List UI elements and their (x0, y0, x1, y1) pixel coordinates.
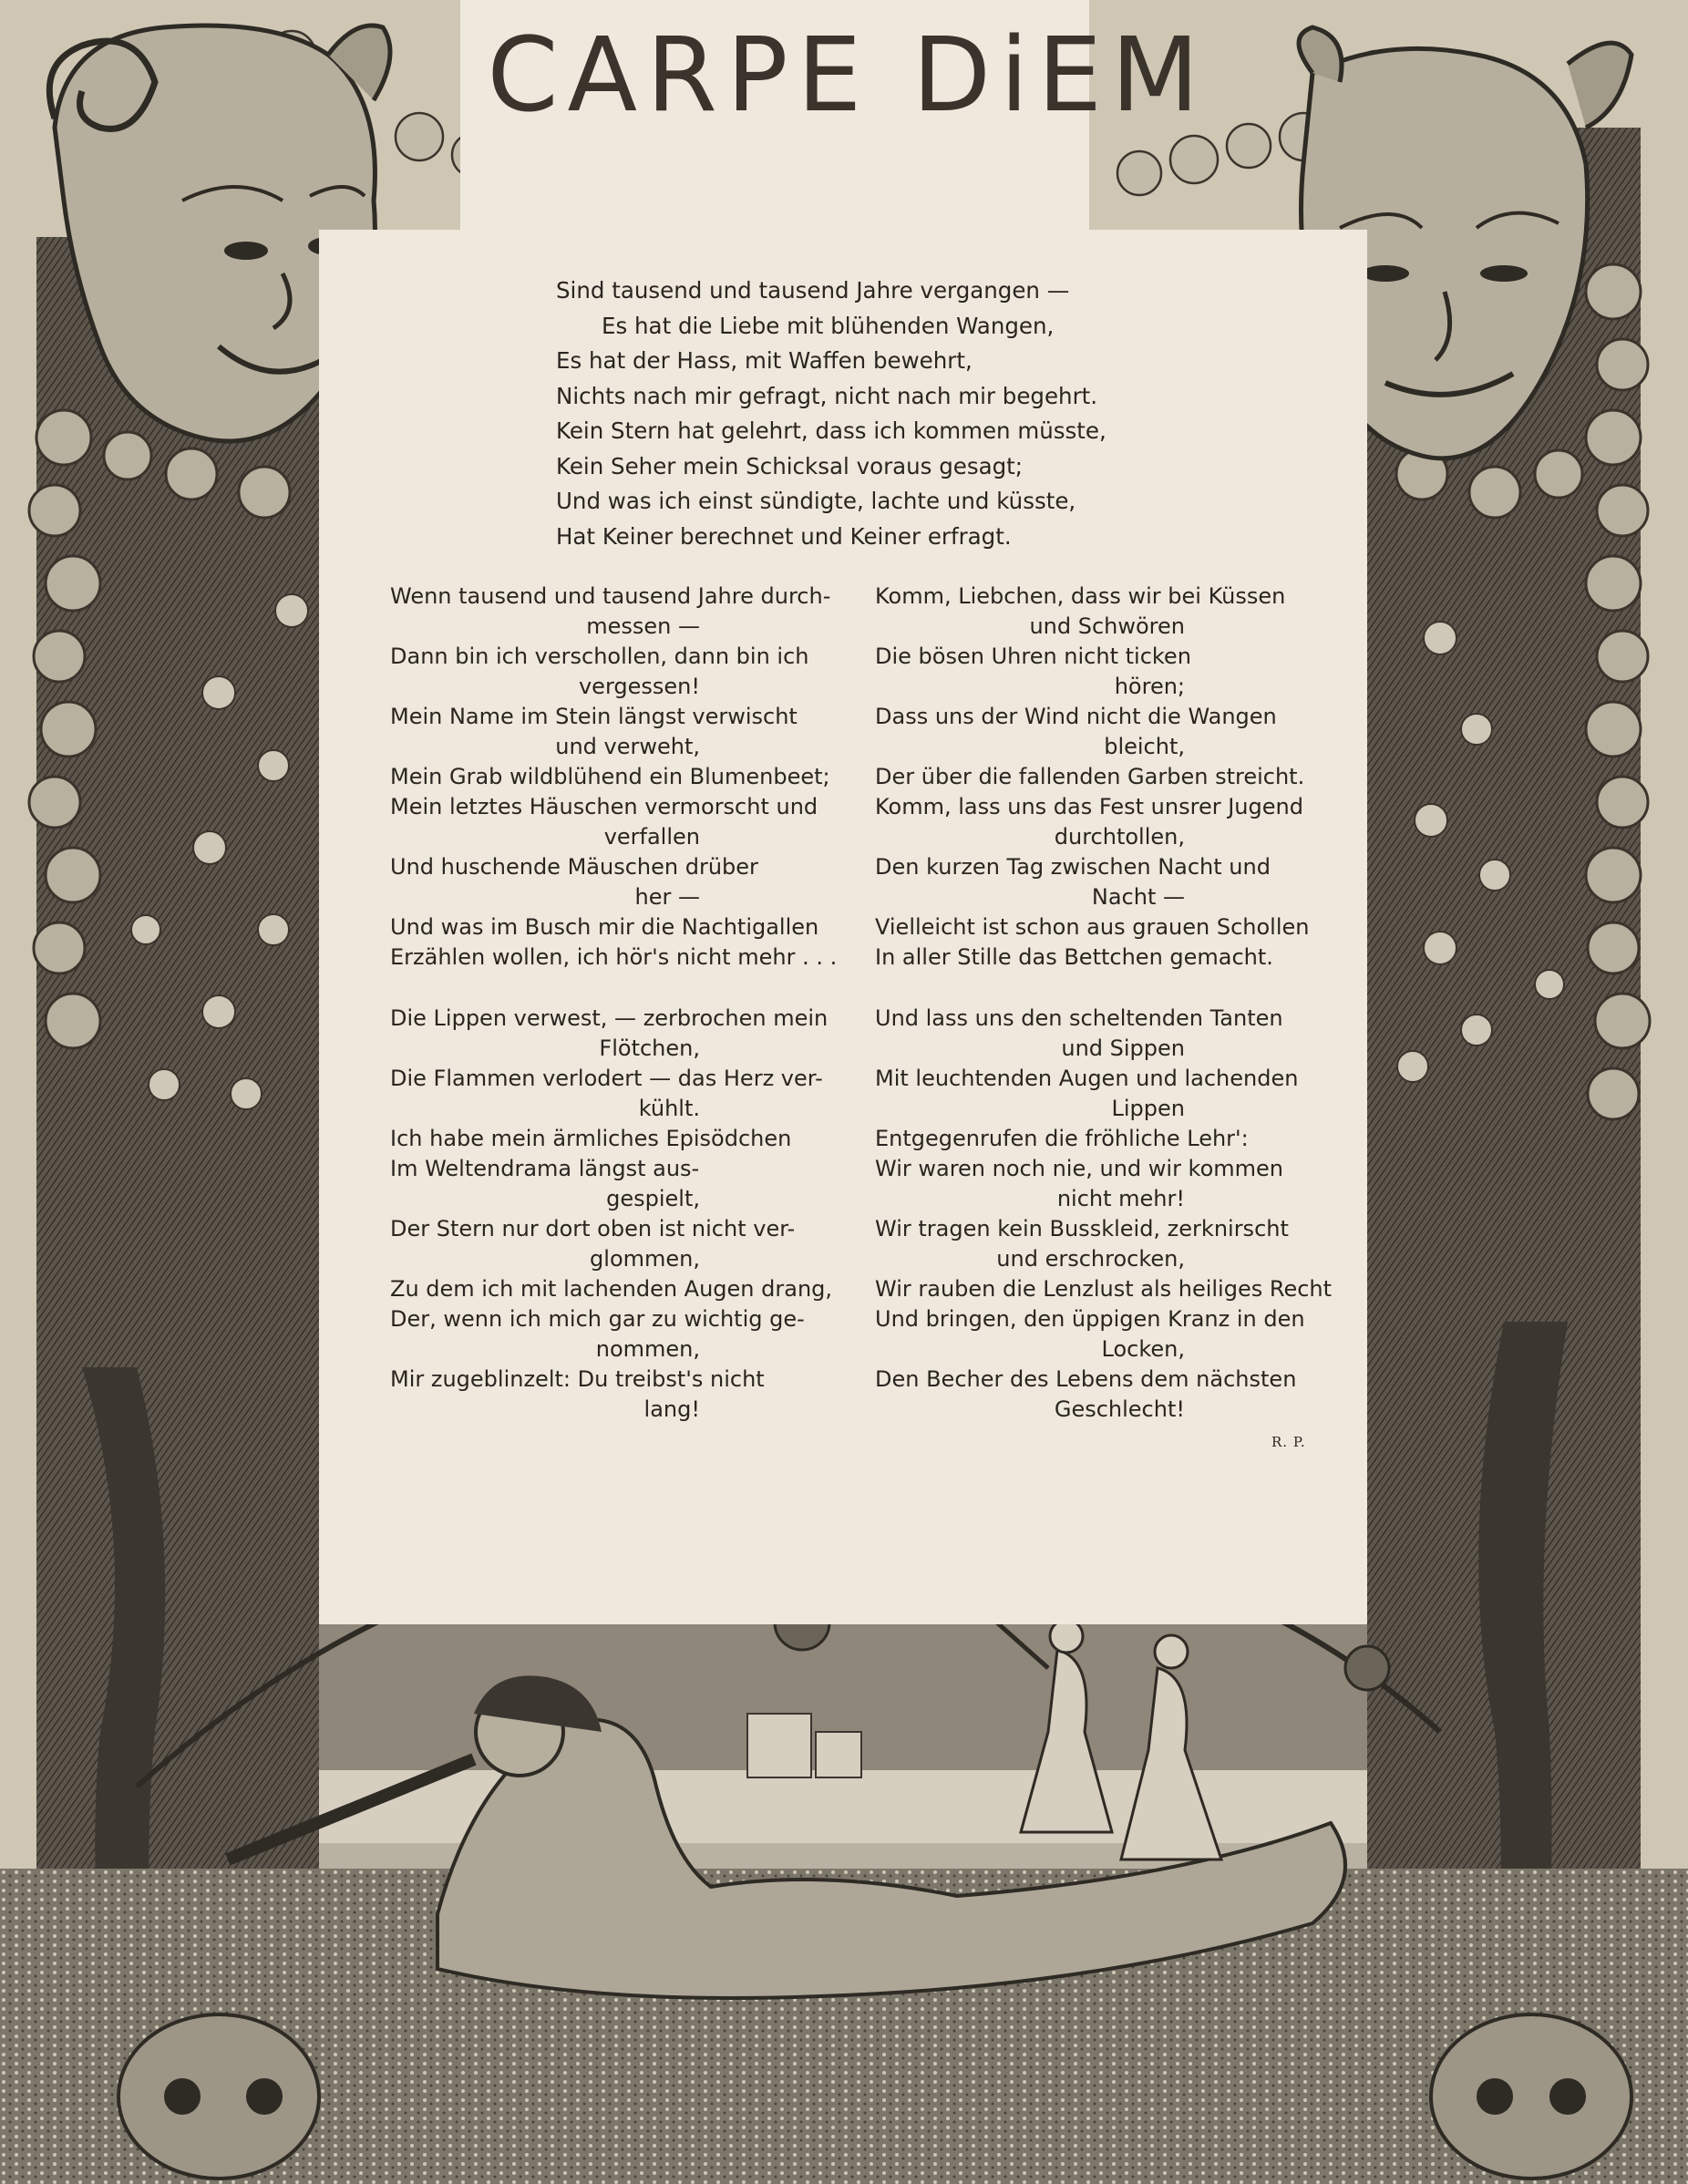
poem-line: Der, wenn ich mich gar zu wichtig ge- (390, 1306, 805, 1332)
poem-line: und Schwören (1029, 613, 1185, 639)
poem-line: Wir tragen kein Busskleid, zerknirscht (875, 1216, 1289, 1241)
poem-line: Wenn tausend und tausend Jahre durch- (390, 583, 831, 609)
poem-line: Sind tausend und tausend Jahre vergangen — (556, 277, 1070, 304)
poem-line: Mein Name im Stein längst verwischt (390, 704, 798, 729)
poem-line: nommen, (595, 1336, 700, 1362)
poem-line: Den kurzen Tag zwischen Nacht und (875, 854, 1271, 880)
poem-line: hören; (1114, 674, 1185, 699)
poem-line: Im Weltendrama längst aus- (390, 1156, 700, 1181)
poem-line: messen — (586, 613, 700, 639)
poem-line: glommen, (590, 1246, 700, 1272)
page-title: CARPE DiEM (487, 16, 1209, 135)
poem-line: Komm, lass uns das Fest unsrer Jugend (875, 794, 1303, 819)
poem-line: Es hat der Hass, mit Waffen bewehrt, (556, 347, 973, 374)
poem-line: und verweht, (555, 734, 700, 759)
poem-line: Der über die fallenden Garben streicht. (875, 764, 1305, 789)
author-signature: R. P. (1271, 1434, 1306, 1450)
poem-line: Zu dem ich mit lachenden Augen drang, (390, 1276, 833, 1302)
poem-line: nicht mehr! (1056, 1186, 1185, 1211)
poem-line: gespielt, (606, 1186, 700, 1211)
poem-line: In aller Stille das Bettchen gemacht. (875, 944, 1273, 970)
poem-line: Mir zugeblinzelt: Du treibst's nicht (390, 1366, 765, 1392)
opening-stanza (556, 273, 1194, 554)
poem-line: Lippen (1111, 1096, 1185, 1121)
poem-line: und erschrocken, (996, 1246, 1185, 1272)
right-poem-column (875, 582, 1333, 1425)
poem-line: Dass uns der Wind nicht die Wangen (875, 704, 1277, 729)
poem-line: verfallen (603, 824, 700, 850)
poem-line: Erzählen wollen, ich hör's nicht mehr . . . (390, 944, 838, 970)
poem-line: Kein Seher mein Schicksal voraus gesagt; (556, 452, 1024, 479)
poem-line: Und lass uns den scheltenden Tanten (875, 1005, 1283, 1031)
poem-line: Dann bin ich verschollen, dann bin ich (390, 644, 809, 669)
poem-line: Mein letztes Häuschen vermorscht und (390, 794, 818, 819)
poem-line: Und was ich einst sündigte, lachte und küsste, (556, 488, 1076, 514)
poem-line: Den Becher des Lebens dem nächsten (875, 1366, 1297, 1392)
poem-line: her — (634, 884, 700, 910)
poem-line: Und was im Busch mir die Nachtigallen (390, 914, 819, 940)
poem-line: Locken, (1101, 1336, 1185, 1362)
poem-line: Die bösen Uhren nicht ticken (875, 644, 1191, 669)
poem-line: Geschlecht! (1054, 1396, 1185, 1422)
left-poem-column (390, 582, 838, 1425)
poem-line: vergessen! (578, 674, 700, 699)
poem-line: Komm, Liebchen, dass wir bei Küssen (875, 583, 1286, 609)
poem-line: Und huschende Mäuschen drüber (390, 854, 758, 880)
poem-line: Hat Keiner berechnet und Keiner erfragt. (556, 522, 1012, 550)
poem-line: Vielleicht ist schon aus grauen Schollen (875, 914, 1310, 940)
poem-line: Flötchen, (599, 1035, 700, 1061)
poem-line: Mit leuchtenden Augen und lachenden (875, 1066, 1299, 1091)
poem-line: Die Flammen verlodert — das Herz ver- (390, 1066, 823, 1091)
poem-line: Kein Stern hat gelehrt, dass ich kommen müsste, (556, 417, 1106, 444)
poem-line: Der Stern nur dort oben ist nicht ver- (390, 1216, 796, 1241)
poem-line: Die Lippen verwest, — zerbrochen mein (390, 1005, 829, 1031)
poem-line: durchtollen, (1054, 824, 1185, 850)
poem-line: bleicht, (1104, 734, 1185, 759)
poem-line: Entgegenrufen die fröhliche Lehr': (875, 1126, 1249, 1151)
poem-line: Wir rauben die Lenzlust als heiliges Recht (875, 1276, 1333, 1302)
poem-line: und Sippen (1061, 1035, 1185, 1061)
poem-line: kühlt. (638, 1096, 700, 1121)
poem-line: lang! (643, 1396, 700, 1422)
poem-line: Nichts nach mir gefragt, nicht nach mir begehrt. (556, 382, 1098, 409)
poem-line: Wir waren noch nie, und wir kommen (875, 1156, 1284, 1181)
poem-line: Es hat die Liebe mit blühenden Wangen, (602, 312, 1055, 339)
poem-line: Und bringen, den üppigen Kranz in den (875, 1306, 1305, 1332)
poem-line: Ich habe mein ärmliches Episödchen (390, 1126, 792, 1151)
poem-line: Nacht — (1091, 884, 1185, 910)
poem-line: Mein Grab wildblühend ein Blumenbeet; (390, 764, 830, 789)
